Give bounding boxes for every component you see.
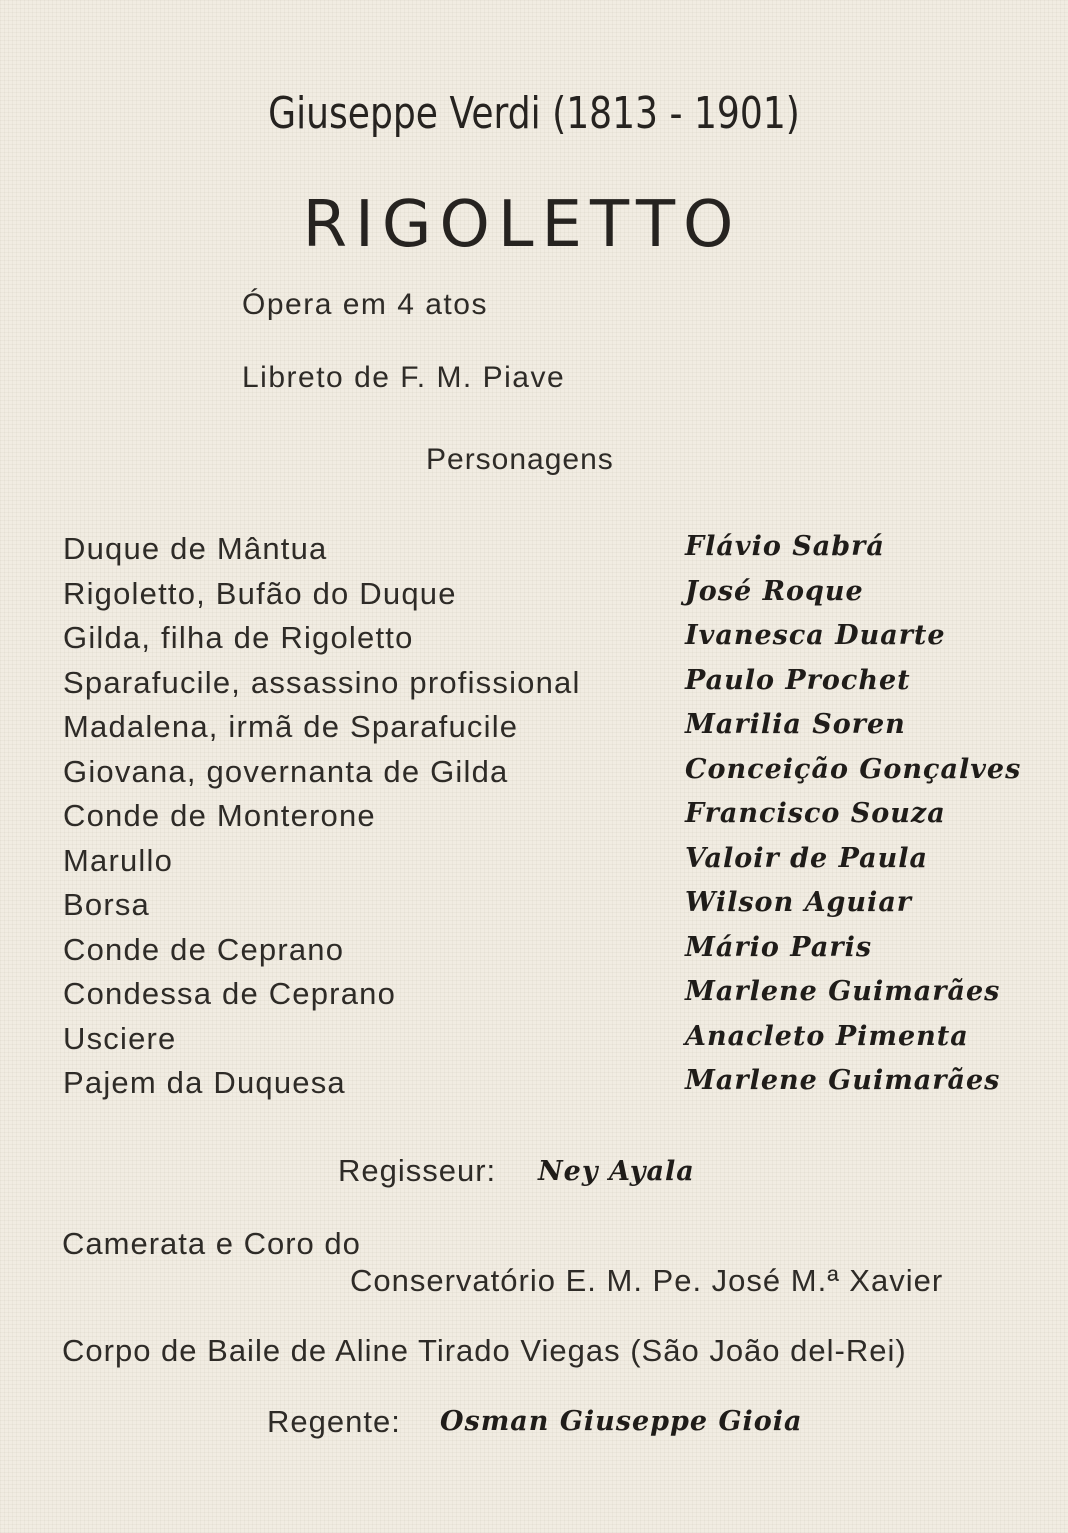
- cast-role: Conde de Monterone: [63, 798, 376, 833]
- cast-performer: Wilson Aguiar: [685, 887, 913, 918]
- cast-performer: Marilia Soren: [685, 709, 906, 740]
- cast-role: Condessa de Ceprano: [63, 976, 397, 1011]
- cast-role: Duque de Mântua: [63, 531, 328, 566]
- cast-role: Sparafucile, assassino profissional: [63, 664, 581, 700]
- cast-heading: Personagens: [426, 443, 614, 476]
- cast-role: Borsa: [63, 887, 150, 922]
- cast-performer: Paulo Prochet: [685, 664, 911, 696]
- cast-row: [63, 620, 1013, 665]
- cast-performer: Mário Paris: [685, 931, 873, 963]
- cast-performer: Conceição Gonçalves: [685, 753, 1022, 785]
- cast-row: [63, 665, 1013, 710]
- libretto-credit: Libreto de F. M. Piave: [242, 361, 566, 394]
- cast-role: Madalena, irmã de Sparafucile: [63, 709, 519, 744]
- cast-performer: Marlene Guimarães: [685, 1065, 1001, 1096]
- cast-performer: Francisco Souza: [685, 798, 946, 829]
- ensemble-line-1: Camerata e Coro do: [62, 1226, 361, 1261]
- cast-performer: Marlene Guimarães: [685, 976, 1001, 1007]
- regisseur-label: Regisseur:: [338, 1153, 497, 1188]
- cast-role: Pajem da Duquesa: [63, 1065, 346, 1100]
- cast-row: [63, 709, 1013, 754]
- cast-role: Usciere: [63, 1020, 177, 1056]
- cast-role: Conde de Ceprano: [63, 931, 345, 967]
- cast-role: Gilda, filha de Rigoletto: [63, 620, 414, 655]
- cast-performer: Ivanesca Duarte: [685, 620, 946, 651]
- cast-row: [63, 887, 1013, 932]
- cast-performer: Valoir de Paula: [685, 842, 929, 874]
- cast-row: [63, 1021, 1013, 1066]
- cast-row: [63, 753, 1022, 799]
- cast-row: [63, 843, 1013, 888]
- regisseur-name: Ney Ayala: [538, 1156, 695, 1187]
- conductor-label: Regente:: [267, 1404, 401, 1439]
- opera-title: RIGOLETTO: [302, 188, 742, 262]
- cast-row: [63, 531, 1013, 576]
- cast-row: [63, 1065, 1013, 1110]
- ballet-credit: Corpo de Baile de Aline Tirado Viegas (São João del-Rei): [62, 1333, 907, 1368]
- cast-row: [63, 798, 1013, 843]
- cast-row: [63, 932, 1013, 977]
- opera-subtitle: Ópera em 4 atos: [242, 288, 488, 321]
- cast-performer: José Roque: [685, 575, 864, 607]
- cast-role: Marullo: [63, 842, 174, 878]
- ensemble-line-2: Conservatório E. M. Pe. José M.ª Xavier: [350, 1263, 944, 1298]
- cast-list: [63, 531, 1022, 1110]
- cast-role: Rigoletto, Bufão do Duque: [63, 575, 457, 611]
- composer-heading: Giuseppe Verdi (1813 - 1901): [268, 88, 800, 139]
- conductor-name: Osman Giuseppe Gioia: [440, 1406, 803, 1437]
- cast-role: Giovana, governanta de Gilda: [63, 753, 509, 789]
- cast-performer: Anacleto Pimenta: [685, 1020, 969, 1052]
- cast-row: [63, 976, 1013, 1021]
- cast-performer: Flávio Sabrá: [685, 531, 885, 562]
- cast-row: [63, 576, 1013, 621]
